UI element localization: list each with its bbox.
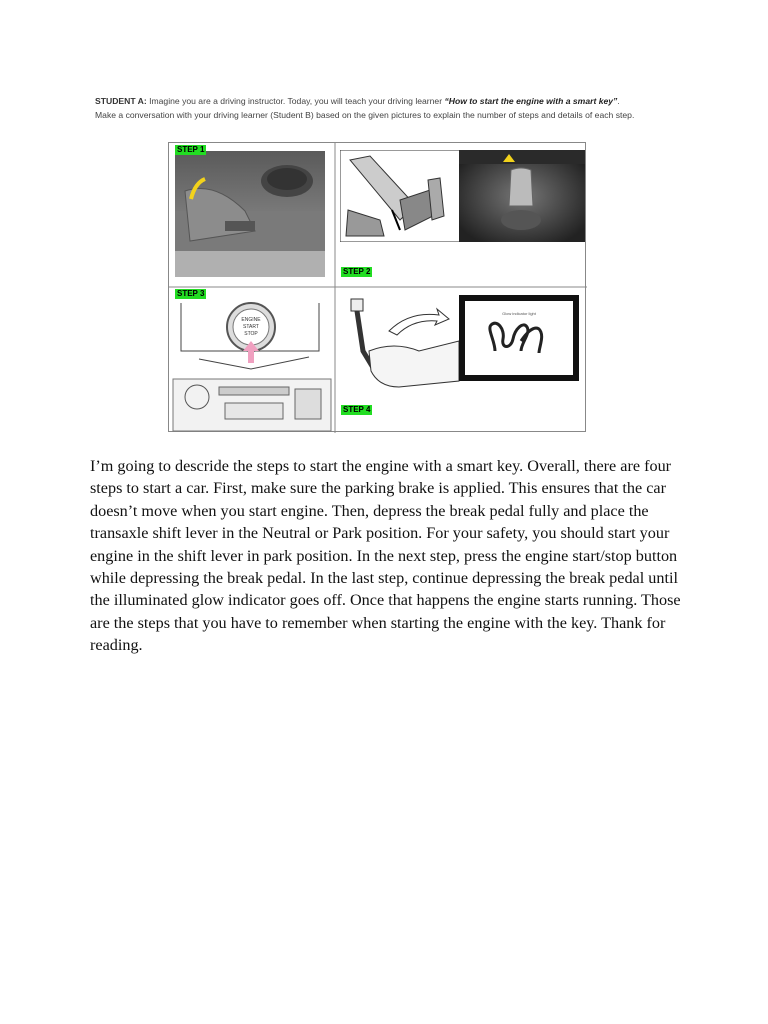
shift-lever-image <box>459 150 585 242</box>
step2-label: STEP 2 <box>343 267 371 276</box>
button-text-start: START <box>243 324 259 330</box>
glow-indicator-image <box>459 295 579 381</box>
instructions-line2: Make a conversation with your driving learner (Student B) based on the given pictures to explain the number of steps and details of each step. <box>95 110 635 120</box>
step3-cell <box>169 287 335 433</box>
curved-arrow-icon <box>389 309 449 335</box>
student-label: STUDENT A: <box>95 96 147 106</box>
step4-label: STEP 4 <box>343 405 371 414</box>
answer-paragraph: I’m going to descride the steps to start the engine with a smart key. Overall, there are four steps to start a car. First, make sure the parking brake is applied. This ensures that the car doesn’t move when you start engine. Then, depress the break pedal fully and place the transaxle shift lever in the Neutral or Park position. For your safety, you should start your engine in the shift lever in park position. In the next step, press the engine start/stop button while depressing the break pedal. In the last step, continue depressing the break pedal until the illuminated glow indicator goes off. Once that happens the engine starts running. Those are the steps that you have to remember when starting the engine with the key. Thank for reading. <box>90 457 681 655</box>
parking-brake-image <box>175 151 325 277</box>
step1-label: STEP 1 <box>177 145 205 154</box>
step1-cell <box>169 143 335 287</box>
step2-cell <box>335 143 587 287</box>
step4-cell <box>335 287 587 433</box>
assignment-instructions <box>95 94 675 122</box>
instructions-line1-end: . <box>617 96 620 106</box>
button-text-stop: STOP <box>244 331 258 337</box>
step3-label: STEP 3 <box>177 289 205 298</box>
brake-pedal-image <box>340 150 460 242</box>
instructions-line1: Imagine you are a driving instructor. Today, you will teach your driving learner <box>146 96 445 106</box>
button-text-engine: ENGINE <box>241 317 261 323</box>
foot-on-brake-image <box>339 291 463 395</box>
start-button-image <box>169 299 335 433</box>
steps-figure <box>168 142 586 432</box>
indicator-caption: Glow indicator light <box>502 311 536 316</box>
instructions-topic: “How to start the engine with a smart key” <box>444 96 618 106</box>
